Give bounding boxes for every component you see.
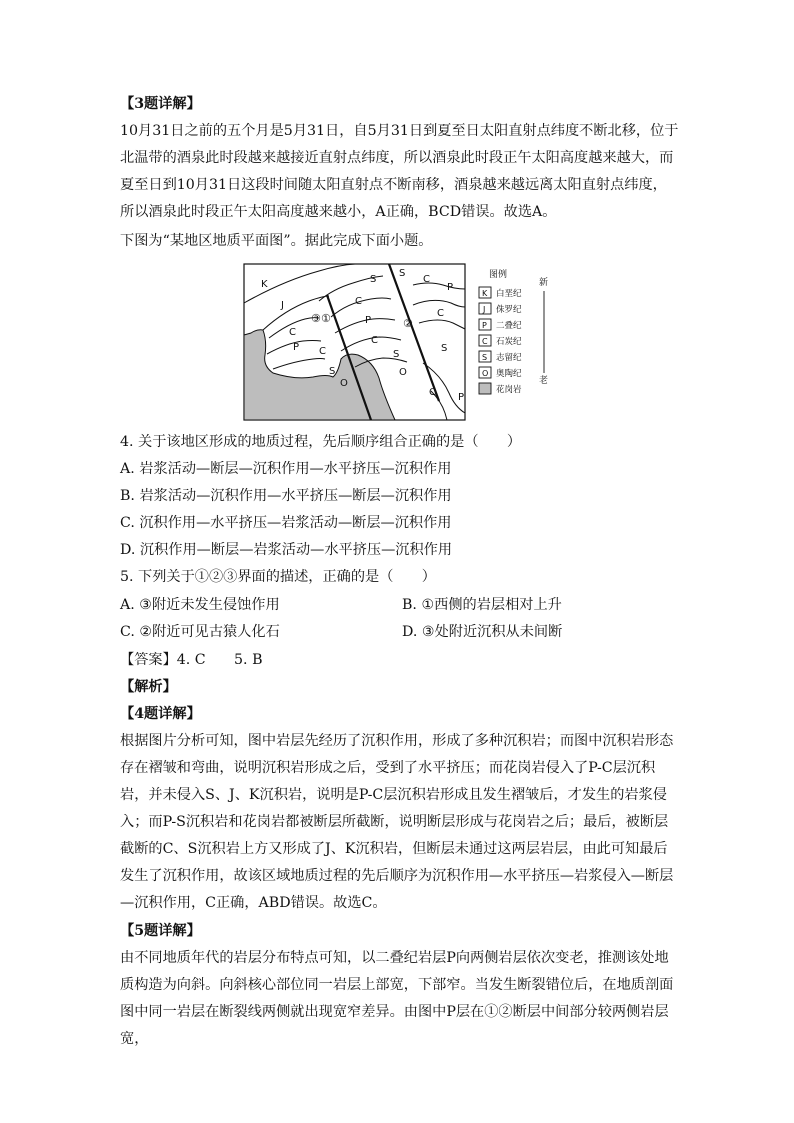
legend-name-granite: 花岗岩 bbox=[496, 385, 522, 395]
q5-option-c: C. ②附近可见古猿人化石 bbox=[120, 624, 280, 640]
legend-code-o: O bbox=[482, 369, 489, 378]
interface-3-label: ③ bbox=[311, 312, 321, 325]
stratum-label-p: P bbox=[447, 282, 454, 293]
q5-detail-heading: 【5题详解】 bbox=[120, 923, 201, 939]
stratum-label-c: C bbox=[429, 387, 436, 398]
age-old-label: 老 bbox=[539, 376, 549, 386]
fault-1-label: ① bbox=[321, 312, 331, 325]
q3-detail-heading: 【3题详解】 bbox=[120, 96, 201, 112]
stratum-label-p: P bbox=[458, 392, 465, 403]
stratum-label-s: S bbox=[329, 366, 336, 377]
stratum-label-c: C bbox=[371, 335, 378, 346]
legend-code-c: C bbox=[482, 337, 488, 346]
stratum-label-s: S bbox=[393, 349, 400, 360]
legend-name-k: 白垩纪 bbox=[496, 289, 522, 299]
legend-code-k: K bbox=[482, 289, 488, 298]
stratum-label-j: J bbox=[281, 300, 284, 311]
stratum-label-c: C bbox=[437, 308, 444, 319]
stratum-label-o: O bbox=[399, 367, 407, 378]
q5-option-b: B. ①西侧的岩层相对上升 bbox=[402, 597, 562, 613]
q4-detail-text: 根据图片分析可知，图中岩层先经历了沉积作用，形成了多种沉积岩；而图中沉积岩形态存在褶皱和弯曲，说明沉积岩形成之后，受到了水平挤压；而花岗岩侵入了P-C层沉积岩，并未侵入S、J、K沉积岩，说明是P-C层沉积岩形成且发生褶皱后，才发生的岩浆侵入；而P-S沉积岩和花岗岩都被断层所截断，说明断层形成与花岗岩之后；最后，被断层截断的C、S沉积岩上方又形成了J、K沉积岩，但断层未通过这两层岩层，由此可知最后发生了沉积作用，故该区域地质过程的先后顺序为沉积作用—水平挤压—岩浆侵入—断层—沉积作用，C正确，ABD错误。故选C。 bbox=[120, 733, 674, 911]
legend-name-o: 奥陶纪 bbox=[496, 369, 522, 379]
analysis-heading: 【解析】 bbox=[120, 679, 177, 695]
stratum-label-s: S bbox=[370, 274, 377, 285]
stratum-label-p: P bbox=[293, 342, 300, 353]
legend-name-c: 石炭纪 bbox=[496, 337, 522, 347]
legend-name-s: 志留纪 bbox=[496, 353, 522, 363]
stratum-label-s: S bbox=[379, 376, 386, 387]
legend-title: 图例 bbox=[489, 270, 508, 280]
legend-name-j: 侏罗纪 bbox=[496, 305, 522, 315]
q4-option-b: B. 岩浆活动—沉积作用—水平挤压—断层—沉积作用 bbox=[120, 488, 452, 504]
stratum-label-c: C bbox=[319, 346, 326, 357]
fault-2-label: ② bbox=[403, 317, 413, 330]
q5-option-d: D. ③处附近沉积从未间断 bbox=[402, 624, 563, 640]
stratum-label-s: S bbox=[399, 268, 406, 279]
legend-list bbox=[479, 287, 522, 395]
legend-code-p: P bbox=[482, 321, 487, 330]
legend-name-p: 二叠纪 bbox=[496, 321, 522, 331]
stratum-label-s: S bbox=[441, 343, 448, 354]
q3-detail-text: 10月31日之前的五个月是5月31日，自5月31日到夏至日太阳直射点纬度不断北移，位于北温带的酒泉此时段越来越接近直射点纬度，所以酒泉此时段正午太阳高度越来越大，而夏至日到10月31日这段时间随太阳直射点不断南移，酒泉越来越远离太阳直射点纬度，所以酒泉此时段正午太阳高度越来越小，A正确，BCD错误。故选A。 bbox=[120, 123, 679, 220]
stratum-label-p: P bbox=[365, 315, 372, 326]
stratum-label-c: C bbox=[289, 327, 296, 338]
q4-option-c: C. 沉积作用—水平挤压—岩浆活动—断层—沉积作用 bbox=[120, 515, 452, 531]
legend-code-j: J bbox=[483, 305, 486, 314]
q4-option-d: D. 沉积作用—断层—岩浆活动—水平挤压—沉积作用 bbox=[120, 542, 453, 558]
answer-line: 【答案】4. C 5. B bbox=[120, 652, 263, 668]
age-new-label: 新 bbox=[539, 278, 549, 288]
figure-intro: 下图为“某地区地质平面图”。据此完成下面小题。 bbox=[120, 233, 433, 249]
q4-detail-heading: 【4题详解】 bbox=[120, 706, 201, 722]
legend-code-s: S bbox=[482, 353, 488, 362]
stratum-label-o: O bbox=[340, 378, 348, 389]
stratum-label-c: C bbox=[355, 296, 362, 307]
q5-stem: 5. 下列关于①②③界面的描述，正确的是（ ） bbox=[120, 569, 436, 585]
geologic-map bbox=[243, 263, 563, 423]
stratum-label-c: C bbox=[423, 274, 430, 285]
stratum-label-k: K bbox=[261, 279, 268, 290]
q5-option-a: A. ③附近未发生侵蚀作用 bbox=[120, 597, 280, 613]
q4-option-a: A. 岩浆活动—断层—沉积作用—水平挤压—沉积作用 bbox=[120, 461, 452, 477]
q5-detail-text: 由不同地质年代的岩层分布特点可知，以二叠纪岩层P向两侧岩层依次变老，推测该处地质构造为向斜。向斜核心部位同一岩层上部宽，下部窄。当发生断裂错位后，在地质剖面图中同一岩层在断裂线两侧就出现宽窄差异。由图中P层在①②断层中间部分较两侧岩层宽， bbox=[120, 950, 674, 1047]
q4-stem: 4. 关于该地区形成的地质过程，先后顺序组合正确的是（ ） bbox=[120, 434, 522, 450]
